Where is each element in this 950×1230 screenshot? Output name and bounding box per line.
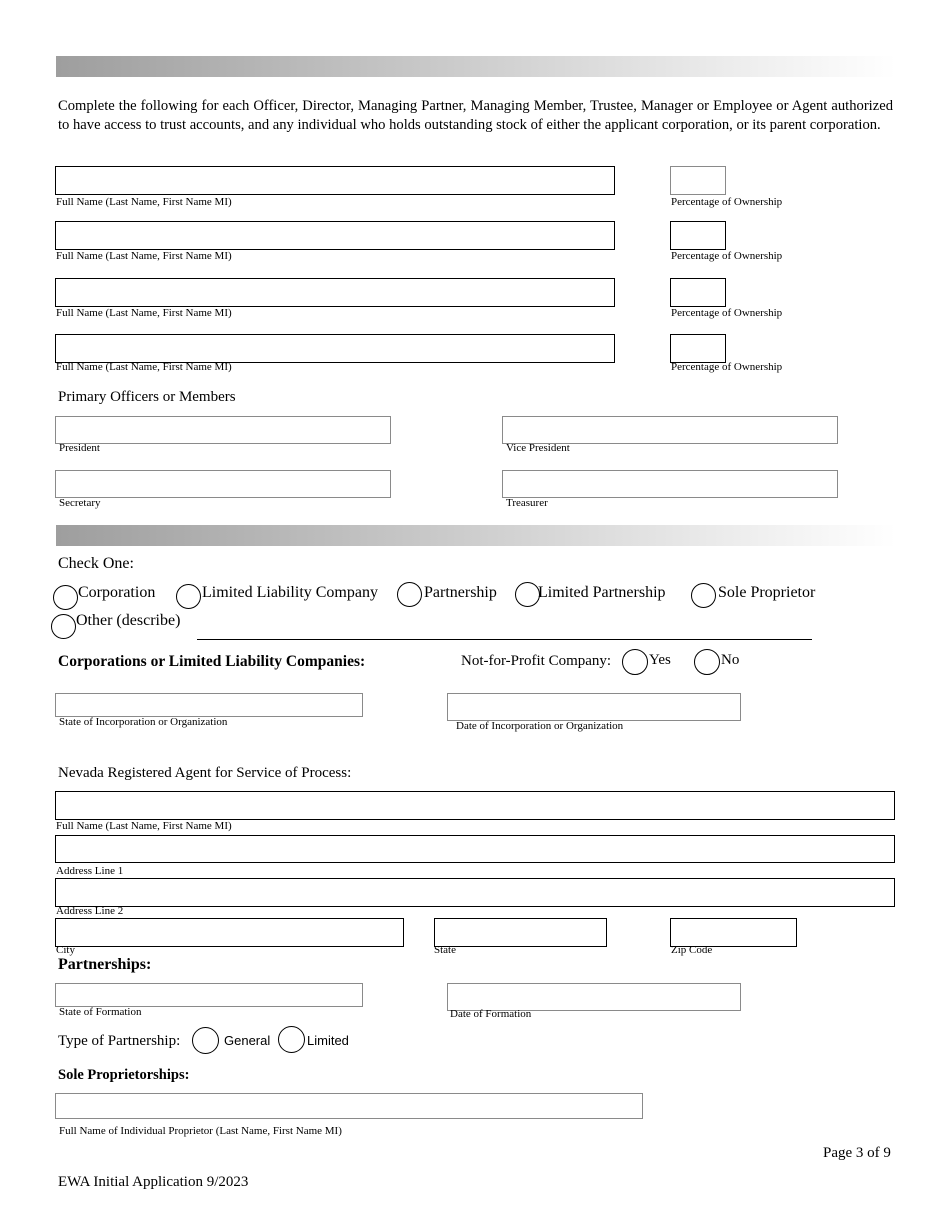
- vice-president-input[interactable]: [502, 416, 838, 444]
- limited-partnership-label: Limited Partnership: [538, 584, 666, 601]
- secretary-label: Secretary: [59, 497, 101, 509]
- nfp-yes-label: Yes: [649, 652, 671, 668]
- llc-label: Limited Liability Company: [202, 584, 378, 601]
- owner-percent-label-3: Percentage of Ownership: [671, 307, 783, 319]
- section-bar-top: [56, 56, 896, 77]
- owner-name-input-4[interactable]: [55, 334, 615, 363]
- treasurer-label: Treasurer: [506, 497, 548, 509]
- nfp-no-radio[interactable]: [694, 649, 720, 675]
- president-label: President: [59, 442, 100, 454]
- other-describe-line[interactable]: [197, 639, 812, 640]
- agent-zip-label: Zip Code: [671, 944, 713, 956]
- agent-city-label: City: [56, 944, 75, 956]
- agent-heading: Nevada Registered Agent for Service of Process:: [58, 765, 352, 781]
- other-label: Other (describe): [76, 612, 181, 629]
- intro-text: Complete the following for each Officer, Director, Managing Partner, Managing Member, Trustee, Manager or Employee or Agent authorized to have access to trust accounts, and any individual who holds outstanding stock of either the applicant corporation, or its parent corporation.: [58, 98, 893, 133]
- agent-name-input[interactable]: [55, 791, 895, 820]
- limited-partnership-type-label: Limited: [307, 1033, 349, 1048]
- owner-name-label-3: Full Name (Last Name, First Name MI): [56, 307, 232, 319]
- state-of-formation-input[interactable]: [55, 983, 363, 1007]
- owner-percent-label-4: Percentage of Ownership: [671, 361, 783, 373]
- other-radio[interactable]: [51, 614, 76, 639]
- nfp-no-label: No: [721, 652, 740, 668]
- limited-partnership-type-radio[interactable]: [278, 1026, 305, 1053]
- agent-address2-input[interactable]: [55, 878, 895, 907]
- sole-proprietor-radio[interactable]: [691, 583, 716, 608]
- owner-percent-label-2: Percentage of Ownership: [671, 250, 783, 262]
- date-of-incorporation-input[interactable]: [447, 693, 741, 721]
- president-input[interactable]: [55, 416, 391, 444]
- primary-officers-heading: Primary Officers or Members: [58, 389, 236, 405]
- partnership-type-label: Type of Partnership:: [58, 1033, 181, 1049]
- agent-address1-label: Address Line 1: [56, 865, 124, 877]
- owner-percent-input-1[interactable]: [670, 166, 726, 195]
- sole-proprietor-label: Sole Proprietor: [718, 584, 816, 601]
- corporations-heading: Corporations or Limited Liability Companies:: [58, 653, 366, 670]
- partnership-label: Partnership: [424, 584, 497, 601]
- state-of-incorporation-input[interactable]: [55, 693, 363, 717]
- agent-city-input[interactable]: [55, 918, 404, 947]
- agent-state-input[interactable]: [434, 918, 607, 947]
- nfp-label: Not-for-Profit Company:: [461, 653, 612, 669]
- treasurer-input[interactable]: [502, 470, 838, 498]
- section-bar-middle: [56, 525, 896, 546]
- partnership-radio[interactable]: [397, 582, 422, 607]
- general-partnership-label: General: [224, 1033, 271, 1048]
- owner-name-label-2: Full Name (Last Name, First Name MI): [56, 250, 232, 262]
- secretary-input[interactable]: [55, 470, 391, 498]
- general-partnership-radio[interactable]: [192, 1027, 219, 1054]
- nfp-yes-radio[interactable]: [622, 649, 648, 675]
- date-of-incorporation-label: Date of Incorporation or Organization: [456, 720, 624, 732]
- proprietor-name-input[interactable]: [55, 1093, 643, 1119]
- limited-partnership-radio[interactable]: [515, 582, 540, 607]
- date-of-formation-input[interactable]: [447, 983, 741, 1011]
- owner-name-label-1: Full Name (Last Name, First Name MI): [56, 196, 232, 208]
- state-of-incorporation-label: State of Incorporation or Organization: [59, 716, 228, 728]
- llc-radio[interactable]: [176, 584, 201, 609]
- agent-zip-input[interactable]: [670, 918, 797, 947]
- owner-name-label-4: Full Name (Last Name, First Name MI): [56, 361, 232, 373]
- agent-address2-label: Address Line 2: [56, 905, 124, 917]
- agent-state-label: State: [434, 944, 456, 956]
- owner-name-input-3[interactable]: [55, 278, 615, 307]
- owner-percent-input-3[interactable]: [670, 278, 726, 307]
- proprietor-name-label: Full Name of Individual Proprietor (Last Name, First Name MI): [59, 1125, 342, 1137]
- agent-address1-input[interactable]: [55, 835, 895, 863]
- agent-name-label: Full Name (Last Name, First Name MI): [56, 820, 232, 832]
- owner-percent-input-2[interactable]: [670, 221, 726, 250]
- owner-name-input-1[interactable]: [55, 166, 615, 195]
- owner-percent-input-4[interactable]: [670, 334, 726, 363]
- owner-name-input-2[interactable]: [55, 221, 615, 250]
- vice-president-label: Vice President: [506, 442, 570, 454]
- form-id: EWA Initial Application 9/2023: [58, 1174, 249, 1190]
- corporation-label: Corporation: [78, 584, 156, 601]
- corporation-radio[interactable]: [53, 585, 78, 610]
- sole-proprietorships-heading: Sole Proprietorships:: [58, 1067, 190, 1083]
- page-number: Page 3 of 9: [823, 1145, 891, 1161]
- date-of-formation-label: Date of Formation: [450, 1008, 532, 1020]
- owner-percent-label-1: Percentage of Ownership: [671, 196, 783, 208]
- state-of-formation-label: State of Formation: [59, 1006, 142, 1018]
- partnerships-heading: Partnerships:: [58, 956, 152, 973]
- check-one-heading: Check One:: [58, 555, 134, 572]
